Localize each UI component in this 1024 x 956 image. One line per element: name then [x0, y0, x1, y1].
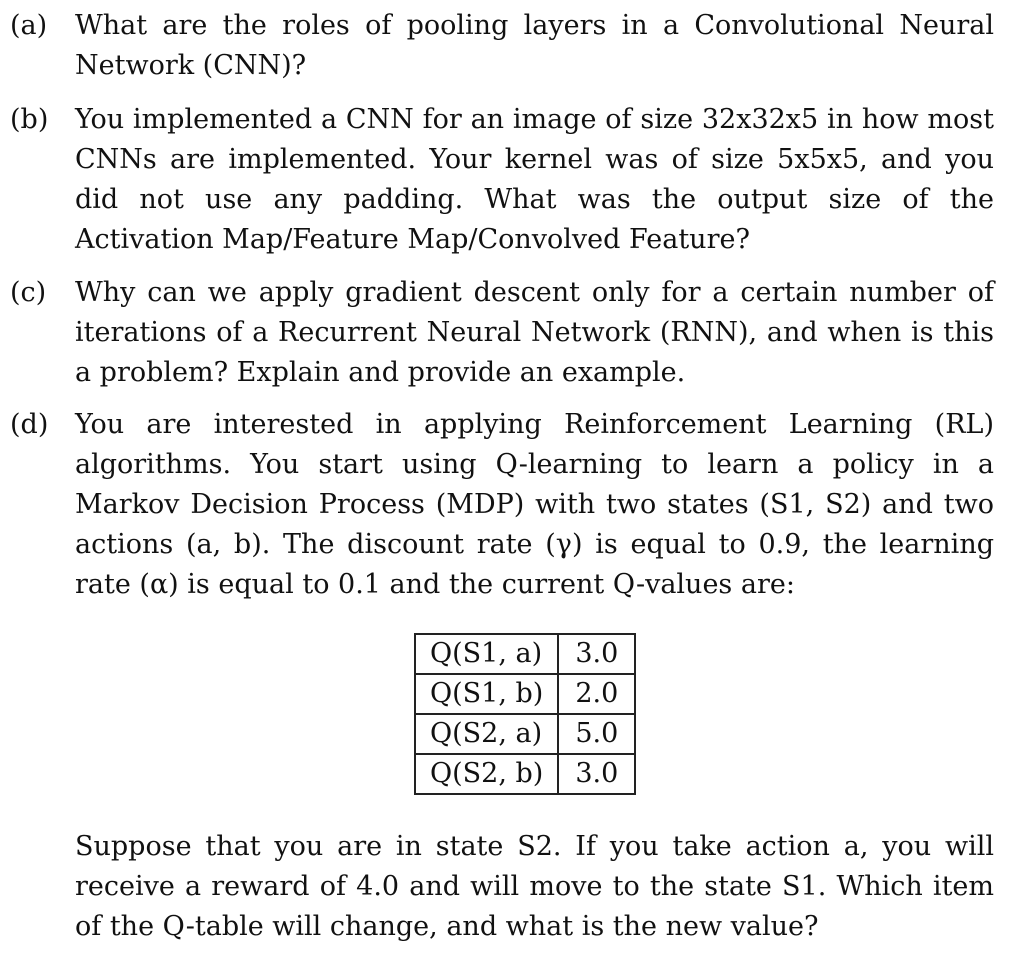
question-text: Why can we apply gradient descent only for a certain number of iterations of a Recurrent Neural Network (RNN), and when is this a problem? Explain and provide an example. — [75, 277, 994, 388]
q-value-cell: 5.0 — [558, 714, 635, 754]
q-key-cell: Q(S2, b) — [415, 754, 558, 794]
question-text: What are the roles of pooling layers in a Convolutional Neural Network (CNN)? — [75, 10, 994, 81]
question-label: (c) — [10, 277, 47, 308]
question-label: (b) — [10, 104, 49, 135]
table-row — [415, 634, 635, 674]
followup-question: Suppose that you are in state S2. If you take action a, you will receive a reward of 4.0 and will move to the state S1. Which item of the Q-table will change, and what is the new value? — [75, 831, 994, 942]
question-a — [10, 6, 994, 86]
table-row — [415, 754, 635, 794]
q-key-cell: Q(S2, a) — [415, 714, 558, 754]
question-label: (d) — [10, 409, 49, 440]
question-d — [10, 405, 994, 605]
table-row — [415, 714, 635, 754]
table-row — [415, 674, 635, 714]
question-b — [10, 100, 994, 260]
question-text: You are interested in applying Reinforcement Learning (RL) algorithms. You start using Q-learning to learn a policy in a Markov Decision Process (MDP) with two states (S1, S2) and two actions (a, b). The discount rate (γ) is equal to 0.9, the learning rate (α) is equal to 0.1 and the current Q-values are: — [75, 409, 994, 600]
question-c — [10, 273, 994, 393]
question-text: You implemented a CNN for an image of size 32x32x5 in how most CNNs are implemented. Your kernel was of size 5x5x5, and you did not use any padding. What was the output size of the Activation Map/Feature Map/Convolved Feature? — [75, 104, 994, 255]
q-value-table — [414, 633, 636, 795]
question-label: (a) — [10, 10, 48, 41]
q-value-cell: 2.0 — [558, 674, 635, 714]
q-value-cell: 3.0 — [558, 754, 635, 794]
q-value-cell: 3.0 — [558, 634, 635, 674]
q-key-cell: Q(S1, b) — [415, 674, 558, 714]
q-key-cell: Q(S1, a) — [415, 634, 558, 674]
